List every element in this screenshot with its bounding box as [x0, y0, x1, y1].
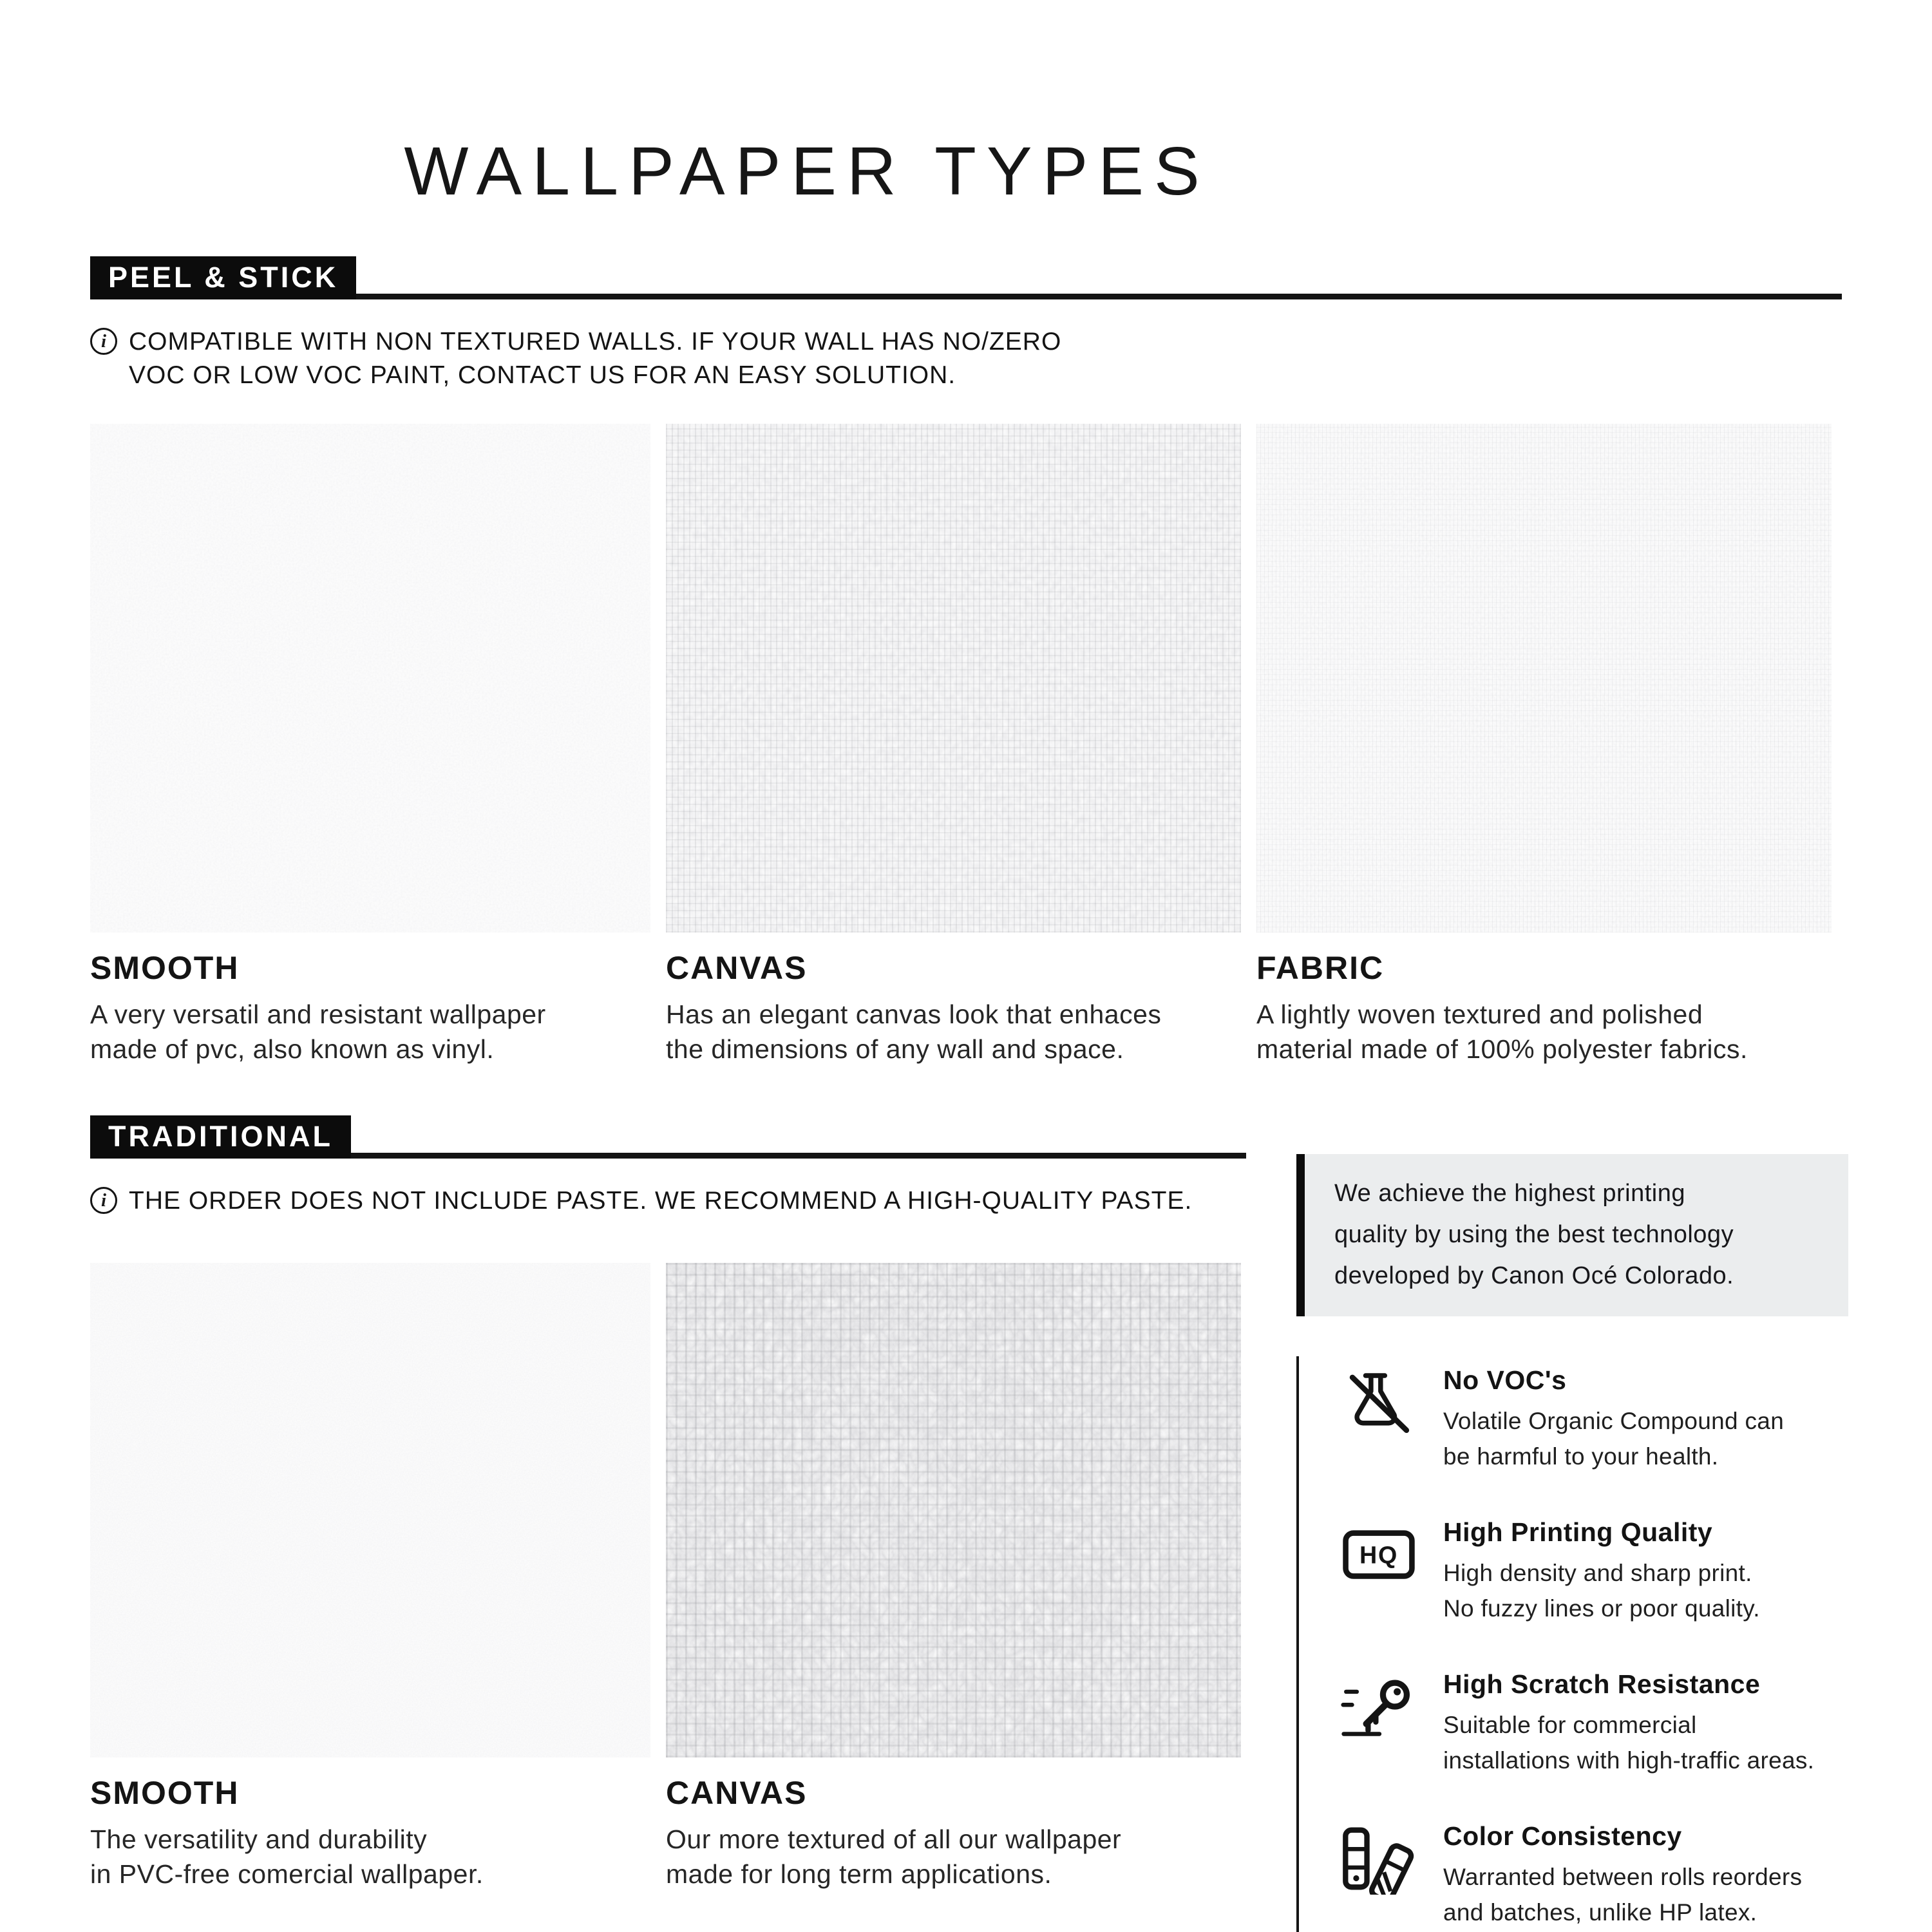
feature-high-printing-quality — [1340, 1517, 1848, 1627]
feature-text — [1443, 1669, 1814, 1779]
page-title: WALLPAPER TYPES — [404, 133, 1210, 210]
feature-no-voc — [1340, 1365, 1848, 1475]
feature-title: Color Consistency — [1443, 1821, 1682, 1851]
swatch-card-smooth — [90, 424, 650, 1066]
swatch-description: A very versatil and resistant wallpaper made of pvc, also known as vinyl. — [90, 999, 546, 1065]
swatch-description: Our more textured of all our wallpaper made for long term applications. — [666, 1824, 1122, 1889]
feature-title: High Printing Quality — [1443, 1517, 1713, 1547]
info-icon: i — [90, 328, 117, 355]
feature-color-consistency — [1340, 1821, 1848, 1931]
peel-stick-section-header — [90, 256, 1842, 299]
peel-stick-swatch-row — [90, 424, 1842, 1066]
swatch-card-fabric — [1256, 424, 1832, 1066]
peel-stick-rule — [356, 294, 1842, 299]
swatch-card-canvas-traditional — [666, 1263, 1241, 1891]
swatch-description: Has an elegant canvas look that enhaces the dimensions of any wall and space. — [666, 999, 1162, 1065]
traditional-section — [90, 1115, 1842, 1931]
info-icon: i — [90, 1187, 117, 1214]
canvas-texture-sample — [666, 424, 1241, 933]
info-line: COMPATIBLE WITH NON TEXTURED WALLS. IF YOUR WALL HAS NO/ZERO — [129, 328, 1062, 356]
fabric-texture-sample — [1256, 424, 1832, 933]
feature-list — [1296, 1356, 1848, 1932]
swatch-title: SMOOTH — [90, 1774, 240, 1811]
peel-stick-info-text — [129, 325, 1061, 392]
color-swatches-icon — [1340, 1823, 1417, 1895]
info-line: VOC OR LOW VOC PAINT, CONTACT US FOR AN EASY SOLUTION. — [129, 361, 956, 389]
feature-text — [1443, 1365, 1784, 1475]
swatch-title: CANVAS — [666, 949, 808, 986]
peel-stick-info — [90, 325, 1842, 392]
traditional-info-text — [129, 1184, 1192, 1217]
swatch-title: CANVAS — [666, 1774, 808, 1811]
feature-title: No VOC's — [1443, 1365, 1567, 1395]
svg-text:HQ: HQ — [1359, 1541, 1398, 1569]
feature-description: Volatile Organic Compound can be harmful to your health. — [1443, 1407, 1785, 1470]
feature-text — [1443, 1821, 1802, 1931]
scratch-key-icon — [1340, 1671, 1417, 1743]
quality-sidebar — [1296, 1115, 1848, 1931]
swatch-description: The versatility and durability in PVC-free comercial wallpaper. — [90, 1824, 484, 1889]
swatch-card-canvas — [666, 424, 1241, 1066]
info-line: THE ORDER DOES NOT INCLUDE PASTE. WE RECOMMEND A HIGH-QUALITY PASTE. — [129, 1187, 1193, 1215]
traditional-label: TRADITIONAL — [90, 1115, 351, 1159]
feature-title: High Scratch Resistance — [1443, 1669, 1761, 1699]
feature-description: High density and sharp print. No fuzzy lines or poor quality. — [1443, 1559, 1760, 1622]
feature-description: Suitable for commercial installations with high-traffic areas. — [1443, 1711, 1815, 1774]
hq-badge-icon — [1340, 1519, 1417, 1591]
traditional-swatch-row — [90, 1263, 1246, 1891]
swatch-card-smooth-traditional — [90, 1263, 650, 1891]
smooth-texture-sample — [90, 1263, 650, 1757]
canvas-texture-sample — [666, 1263, 1241, 1757]
traditional-section-header — [90, 1115, 1246, 1159]
swatch-description: A lightly woven textured and polished material made of 100% polyester fabrics. — [1256, 999, 1748, 1065]
swatch-title: SMOOTH — [90, 949, 240, 986]
smooth-texture-sample — [90, 424, 650, 933]
peel-stick-label: PEEL & STICK — [90, 256, 356, 299]
traditional-left-column — [90, 1115, 1246, 1891]
no-voc-flask-icon — [1340, 1367, 1417, 1439]
traditional-info — [90, 1184, 1246, 1217]
swatch-title: FABRIC — [1256, 949, 1385, 986]
feature-scratch-resistance — [1340, 1669, 1848, 1779]
feature-description: Warranted between rolls reorders and batches, unlike HP latex. — [1443, 1863, 1803, 1926]
feature-text — [1443, 1517, 1760, 1627]
printing-quality-note: We achieve the highest printing quality by using the best technology developed by Canon Océ Colorado. — [1296, 1154, 1848, 1316]
traditional-rule — [351, 1153, 1246, 1159]
